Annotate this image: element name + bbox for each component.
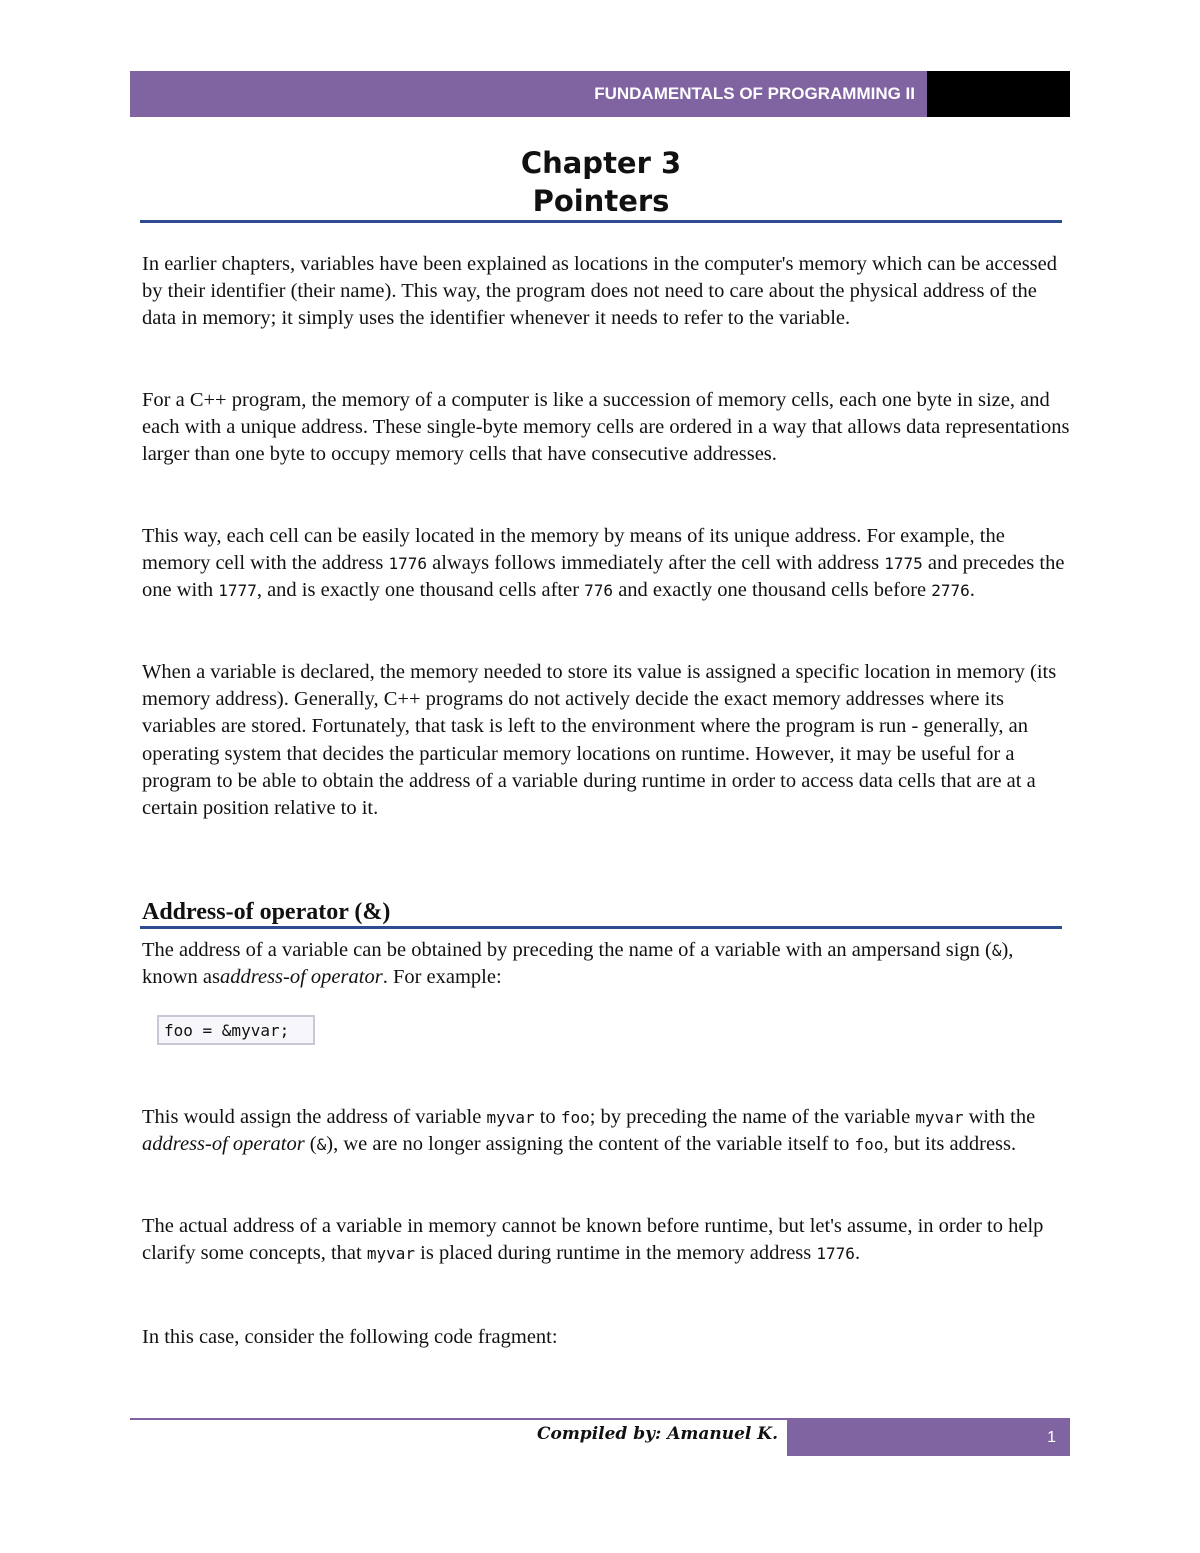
chapter-number: Chapter 3 (520, 146, 682, 180)
paragraph: In earlier chapters, variables have been explained as locations in the computer's memory which can be accessed by their identifier (their name). This way, the program does not need to care about the physical address of the data in memory; it simply uses the identifier whenever it needs to refer to the variable. (142, 253, 1057, 330)
header-black-block (927, 71, 1070, 117)
paragraph: For a C++ program, the memory of a computer is like a succession of memory cells, each one byte in size, and each with a unique address. These single-byte memory cells are ordered in a way that allows data representations larger than one byte to occupy memory cells that have consecutive addresses. (142, 389, 1070, 466)
paragraph: In this case, consider the following code fragment: (142, 1326, 558, 1348)
code-snippet: foo = &myvar; (157, 1015, 315, 1045)
paragraph: When a variable is declared, the memory needed to store its value is assigned a specific location in memory (its memory address). Generally, C++ programs do not actively decide the exact memory addresses where its variables are stored. Fortunately, that task is left to the environment where the program is run - generally, an operating system that decides the particular memory locations on runtime. However, it may be useful for a program to be able to obtain the address of a variable during runtime in order to access data cells that are at a certain position relative to it. (142, 661, 1057, 820)
page-number: 1 (1047, 1429, 1056, 1446)
paragraph: This would assign the address of variable myvar to foo; by preceding the name of the variable myvar with the address-of operator (&), we are no longer assigning the content of the variable itself to foo, but its address. (142, 1106, 1036, 1156)
running-header (130, 71, 927, 117)
chapter-title: Pointers (532, 184, 670, 218)
section-rule (140, 926, 1062, 929)
section-heading: Address-of operator (&) (142, 899, 391, 925)
header-title: FUNDAMENTALS OF PROGRAMMING II (594, 84, 915, 103)
paragraph: This way, each cell can be easily located in the memory by means of its unique address. For example, the memory cell with the address 1776 always follows immediately after the cell with address 1775 and precedes the one with 1777, and is exactly one thousand cells after 776 and exactly one thousand cells before 2776. (142, 525, 1065, 602)
footer-bar (787, 1420, 1070, 1456)
footer-credit: Compiled by: Amanuel K. (536, 1424, 778, 1444)
paragraph: The address of a variable can be obtained by preceding the name of a variable with an ampersand sign (&), known asaddress-of operator. For example: (142, 939, 1014, 989)
title-rule (140, 220, 1062, 223)
paragraph: The actual address of a variable in memory cannot be known before runtime, but let's assume, in order to help clarify some concepts, that myvar is placed during runtime in the memory address 1776. (142, 1215, 1044, 1265)
